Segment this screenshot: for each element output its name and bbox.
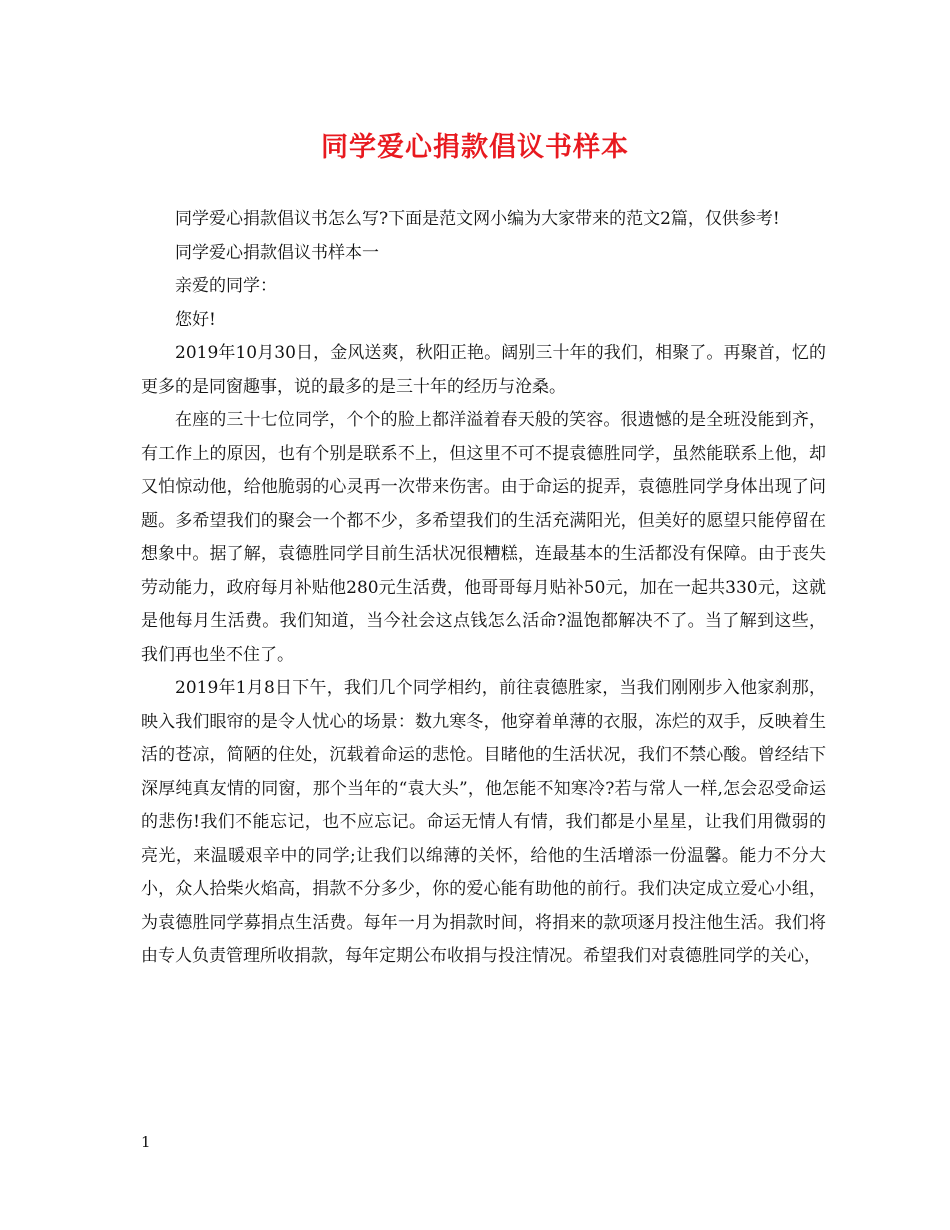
- page-number: 1: [141, 1133, 151, 1151]
- body-paragraph: 在座的三十七位同学，个个的脸上都洋溢着春天般的笑容。很遗憾的是全班没能到齐，有工作上的原因，也有个别是联系不上，但这里不可不提袁德胜同学，虽然能联系上他，却又怕惊动他，给他脆弱的心灵再一次带来伤害。由于命运的捉弄，袁德胜同学身体出现了问题。多希望我们的聚会一个都不少，多希望我们的生活充满阳光，但美好的愿望只能停留在想象中。据了解，袁德胜同学目前生活状况很糟糕，连最基本的生活都没有保障。由于丧失劳动能力，政府每月补贴他280元生活费，他哥哥每月贴补50元，加在一起共330元，这就是他每月生活费。我们知道，当今社会这点钱怎么活命?温饱都解决不了。当了解到这些，我们再也坐不住了。: [141, 410, 826, 665]
- intro-paragraph: 同学爱心捐款倡议书怎么写?下面是范文网小编为大家带来的范文2篇，仅供参考!: [175, 209, 780, 229]
- greeting: 您好!: [175, 309, 216, 330]
- body-paragraph: 2019年10月30日，金风送爽，秋阳正艳。阔别三十年的我们，相聚了。再聚首，忆的更多的是同窗趣事，说的最多的是三十年的经历与沧桑。: [141, 343, 826, 397]
- section-heading: 同学爱心捐款倡议书样本一: [175, 242, 379, 263]
- body-paragraph: 2019年1月8日下午，我们几个同学相约，前往袁德胜家，当我们刚刚步入他家刹那，映入我们眼帘的是令人忧心的场景：数九寒冬，他穿着单薄的衣服，冻烂的双手，反映着生活的苍凉，简陋的住处，沉载着命运的悲怆。目睹他的生活状况，我们不禁心酸。曾经结下深厚纯真友情的同窗，那个当年的“袁大头”，他怎能不知寒冷?若与常人一样,怎会忍受命运的悲伤!我们不能忘记，也不应忘记。命运无情人有情，我们都是小星星，让我们用微弱的亮光，来温暖艰辛中的同学;让我们以绵薄的关怀，给他的生活增添一份温馨。能力不分大小，众人拾柴火焰高，捐款不分多少，你的爱心能有助他的前行。我们决定成立爱心小组，为袁德胜同学募捐点生活费。每年一月为捐款时间，将捐来的款项逐月投注他生活。我们将由专人负责管理所收捐款，每年定期公布收捐与投注情况。希望我们对袁德胜同学的关心，: [141, 678, 826, 966]
- document-title: 同学爱心捐款倡议书样本: [321, 132, 629, 163]
- salutation: 亲爱的同学：: [175, 276, 277, 296]
- document-body: [141, 203, 826, 974]
